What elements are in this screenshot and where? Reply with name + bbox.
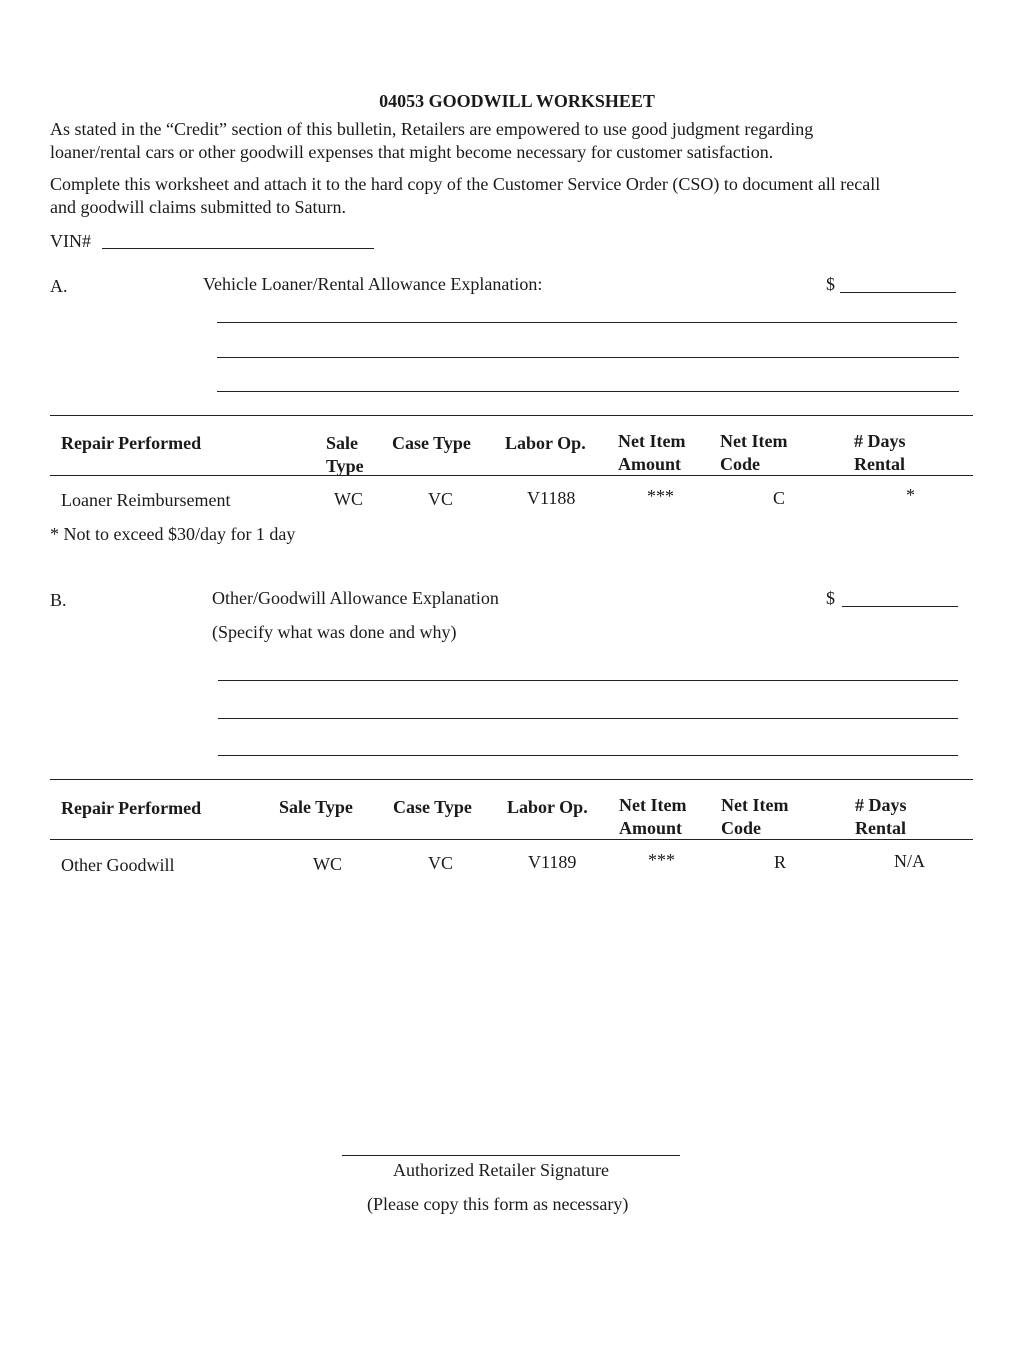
page-title: 04053 GOODWILL WORKSHEET	[379, 91, 655, 111]
vin-field[interactable]	[102, 248, 374, 249]
section-a-letter: A.	[50, 276, 68, 296]
table-a-header-sale-line-1: Sale	[326, 433, 359, 453]
table-a-header-repair: Repair Performed	[61, 433, 202, 453]
table-a-header-net-amount-line-2: Amount	[618, 454, 682, 474]
table-a-header-days-line-1: # Days	[854, 431, 906, 451]
section-b-dollar-sign: $	[826, 588, 835, 608]
table-a-header-case-type: Case Type	[392, 433, 471, 453]
table-a-header-rule	[50, 475, 973, 476]
table-a-header-sale-type	[326, 432, 364, 478]
table-b-header-net-code-line-1: Net Item	[721, 795, 789, 815]
table-b-row-net-code: R	[774, 852, 787, 872]
intro-paragraph-1	[50, 118, 980, 164]
section-b-label: Other/Goodwill Allowance Explanation	[212, 588, 499, 608]
table-a-row-sale-type: WC	[334, 489, 363, 509]
table-a-row-case-type: VC	[428, 489, 454, 509]
section-b-explanation-line-1[interactable]	[218, 680, 958, 681]
table-b-header-net-amount-line-2: Amount	[619, 818, 683, 838]
table-b-header-repair: Repair Performed	[61, 798, 202, 818]
table-a-header-sale-line-2: Type	[326, 456, 364, 476]
section-b-divider	[50, 779, 973, 780]
table-a-header-net-code-line-2: Code	[720, 454, 760, 474]
table-b-header-net-amount-line-1: Net Item	[619, 795, 687, 815]
table-a-row-days-rental: *	[906, 485, 915, 505]
intro-paragraph-2-line-1: Complete this worksheet and attach it to the hard copy of the Customer Service Order (CSO) to document all recall	[50, 174, 881, 194]
section-a-explanation-line-3[interactable]	[217, 391, 959, 392]
section-a-amount-field[interactable]	[840, 292, 956, 293]
section-b-sublabel: (Specify what was done and why)	[212, 622, 457, 642]
section-a-dollar-sign: $	[826, 274, 835, 294]
table-a-header-net-amount-line-1: Net Item	[618, 431, 686, 451]
table-b-row-days-rental: N/A	[894, 851, 925, 871]
intro-paragraph-2	[50, 173, 980, 219]
table-b-header-net-code-line-2: Code	[721, 818, 761, 838]
table-b-row-sale-type: WC	[313, 854, 342, 874]
section-a-label: Vehicle Loaner/Rental Allowance Explanation:	[203, 274, 543, 294]
section-a-explanation-line-2[interactable]	[217, 357, 959, 358]
table-a-header-net-code-line-1: Net Item	[720, 431, 788, 451]
table-b-header-sale-type: Sale Type	[279, 797, 353, 817]
table-b-header-days-line-2: Rental	[855, 818, 906, 838]
table-a-row-repair: Loaner Reimbursement	[61, 490, 231, 510]
intro-paragraph-1-line-2: loaner/rental cars or other goodwill expenses that might become necessary for customer satisfaction.	[50, 142, 774, 162]
section-b-amount-field[interactable]	[842, 606, 958, 607]
table-b-header-labor-op: Labor Op.	[507, 797, 588, 817]
intro-paragraph-1-line-1: As stated in the “Credit” section of this bulletin, Retailers are empowered to use good judgment regarding	[50, 119, 814, 139]
table-a-row-net-code: C	[773, 488, 786, 508]
table-b-header-net-amount	[619, 794, 686, 840]
table-a-header-net-code	[720, 430, 787, 476]
table-b-header-net-code	[721, 794, 788, 840]
table-b-row-net-amount: ***	[648, 850, 675, 870]
vin-label: VIN#	[50, 231, 91, 251]
table-b-header-rule	[50, 839, 973, 840]
table-a-row-labor-op: V1188	[527, 488, 576, 508]
table-b-row-labor-op: V1189	[528, 852, 577, 872]
intro-paragraph-2-line-2: and goodwill claims submitted to Saturn.	[50, 197, 346, 217]
table-a-header-days-line-2: Rental	[854, 454, 905, 474]
table-b-row-repair: Other Goodwill	[61, 855, 175, 875]
section-b-explanation-line-3[interactable]	[218, 755, 958, 756]
copy-note: (Please copy this form as necessary)	[367, 1194, 629, 1214]
signature-label: Authorized Retailer Signature	[393, 1160, 609, 1180]
table-a-header-days-rental	[854, 430, 906, 476]
section-a-explanation-line-1[interactable]	[217, 322, 957, 323]
table-a-header-net-amount	[618, 430, 685, 476]
table-a-header-labor-op: Labor Op.	[505, 433, 586, 453]
section-b-explanation-line-2[interactable]	[218, 718, 958, 719]
signature-line[interactable]	[342, 1155, 680, 1156]
section-a-footnote: * Not to exceed $30/day for 1 day	[50, 524, 296, 544]
table-b-header-days-line-1: # Days	[855, 795, 907, 815]
table-b-header-case-type: Case Type	[393, 797, 472, 817]
section-b-letter: B.	[50, 590, 67, 610]
table-b-row-case-type: VC	[428, 853, 454, 873]
table-b-header-days-rental	[855, 794, 907, 840]
section-a-divider	[50, 415, 973, 416]
table-a-row-net-amount: ***	[647, 486, 674, 506]
